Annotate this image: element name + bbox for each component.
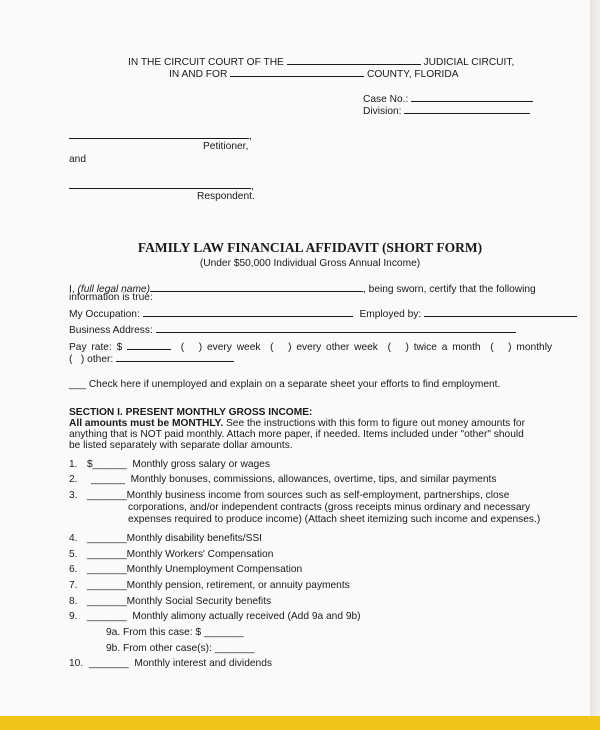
income-item: 1. $______ Monthly gross salary or wages: [69, 459, 270, 470]
monthly-checkbox[interactable]: (: [490, 342, 494, 353]
case-no-label: Case No.:: [363, 94, 409, 105]
income-item: 7. _______Monthly pension, retirement, or annuity payments: [69, 580, 350, 591]
item9b-line[interactable]: 9b. From other case(s): _______: [106, 643, 255, 654]
court-header-prefix: IN THE CIRCUIT COURT OF THE: [128, 57, 284, 68]
division-label: Division:: [363, 106, 402, 117]
business-address-label: Business Address:: [69, 325, 153, 336]
occupation-label: My Occupation:: [69, 309, 140, 320]
item-amount-field[interactable]: _______: [87, 564, 127, 575]
petitioner-label: Petitioner,: [203, 141, 249, 152]
occupation-line: [69, 307, 577, 321]
info-true-text: information is true:: [69, 292, 153, 303]
other-checkbox[interactable]: (: [69, 354, 73, 365]
section1-instructions-3: be listed separately with separate dollar amounts.: [69, 440, 293, 451]
full-legal-name-label: (full legal name): [77, 284, 150, 295]
unemployed-checkbox-line[interactable]: ___ Check here if unemployed and explain on a separate sheet your efforts to find employment.: [69, 379, 501, 390]
other-field[interactable]: [116, 352, 234, 362]
pay-rate-field[interactable]: [127, 340, 171, 350]
income-item: 8. _______Monthly Social Security benefits: [69, 596, 272, 607]
sworn-text: , being sworn, certify that the following: [363, 284, 536, 295]
employed-by-label: Employed by:: [359, 309, 422, 320]
business-address-field[interactable]: [156, 323, 516, 333]
item-amount-field[interactable]: ______: [91, 474, 125, 485]
i-label: I,: [69, 284, 75, 295]
item9a-line[interactable]: 9a. From this case: $ _______: [106, 627, 244, 638]
item-amount-field[interactable]: _______: [87, 596, 127, 607]
document-title: FAMILY LAW FINANCIAL AFFIDAVIT (SHORT FORM): [137, 240, 483, 255]
twice-month-label: twice a month: [413, 342, 481, 353]
pay-rate-label: Pay rate: $: [69, 342, 123, 353]
circuit-blank: [287, 55, 421, 65]
and-label: and: [69, 154, 86, 165]
income-item: 3. _______Monthly business income from sources such as self-employment, partnerships, close: [69, 490, 510, 501]
other-label: other:: [87, 354, 114, 365]
income-item: 9. _______ Monthly alimony actually received (Add 9a and 9b): [69, 611, 361, 622]
respondent-line: ,: [69, 179, 254, 193]
gold-footer-bar: [0, 716, 600, 730]
county-prefix: IN AND FOR: [169, 69, 228, 80]
full-legal-name-field[interactable]: [150, 282, 363, 292]
income-item: 5. _______Monthly Workers' Compensation: [69, 549, 274, 560]
section1-heading: SECTION I. PRESENT MONTHLY GROSS INCOME:: [69, 407, 313, 418]
pay-rate-line: Pay rate: $ ( ) every week ( ) every other week ( ) twice a month ( ) monthly: [69, 342, 553, 353]
case-no-field[interactable]: [411, 92, 533, 102]
income-item: 10. _______ Monthly interest and dividends: [69, 658, 272, 669]
occupation-field[interactable]: [143, 307, 353, 317]
income-item: 2. ______ Monthly bonuses, commissions, allowances, overtime, tips, and similar payments: [69, 474, 497, 485]
county-blank: [230, 67, 364, 77]
twice-month-checkbox[interactable]: (: [387, 342, 391, 353]
item-amount-field[interactable]: _______: [87, 533, 127, 544]
item3-continuation-2: expenses required to produce income) (Attach sheet itemizing such income and expenses.): [128, 514, 541, 525]
petitioner-line: ,: [69, 129, 252, 143]
item-amount-field[interactable]: $______: [87, 459, 127, 470]
respondent-label: Respondent.: [197, 191, 255, 202]
section1-instructions-2: anything that is NOT paid monthly. Attach more paper, if needed. Items included under "other" should: [69, 429, 524, 440]
item-amount-field[interactable]: _______: [87, 580, 127, 591]
county-suffix: COUNTY, FLORIDA: [367, 69, 459, 80]
page-shadow: [590, 0, 600, 716]
other-pay-line: ( ) other:: [69, 352, 234, 366]
division-field[interactable]: [404, 104, 530, 114]
document-subtitle: (Under $50,000 Individual Gross Annual Income): [199, 258, 421, 269]
court-header-line2: [169, 67, 459, 81]
item-amount-field[interactable]: _______: [87, 549, 127, 560]
petitioner-name-field[interactable]: [69, 129, 249, 139]
business-address-line: [69, 323, 516, 337]
item-amount-field[interactable]: _______: [87, 490, 127, 501]
income-item: 6. _______Monthly Unemployment Compensation: [69, 564, 303, 575]
monthly-label: monthly: [516, 342, 553, 353]
every-other-week-checkbox[interactable]: (: [270, 342, 274, 353]
item-amount-field[interactable]: _______: [87, 611, 127, 622]
section1-bold-lead: All amounts must be MONTHLY.: [69, 418, 224, 429]
section1-instructions-1: All amounts must be MONTHLY. See the instructions with this form to figure out money amounts for: [69, 418, 525, 429]
every-week-checkbox[interactable]: (: [180, 342, 185, 353]
every-other-week-label: every other week: [296, 342, 378, 353]
division-line: [363, 104, 530, 118]
employed-by-field[interactable]: [424, 307, 577, 317]
court-header-suffix: JUDICIAL CIRCUIT,: [423, 57, 515, 68]
item3-continuation-1: corporations, and/or independent contracts (gross receipts minus ordinary and necessary: [128, 502, 531, 513]
income-item: 4. _______Monthly disability benefits/SSI: [69, 533, 263, 544]
every-week-label: every week: [206, 342, 261, 353]
respondent-name-field[interactable]: [69, 179, 251, 189]
item-amount-field[interactable]: _______: [89, 658, 129, 669]
